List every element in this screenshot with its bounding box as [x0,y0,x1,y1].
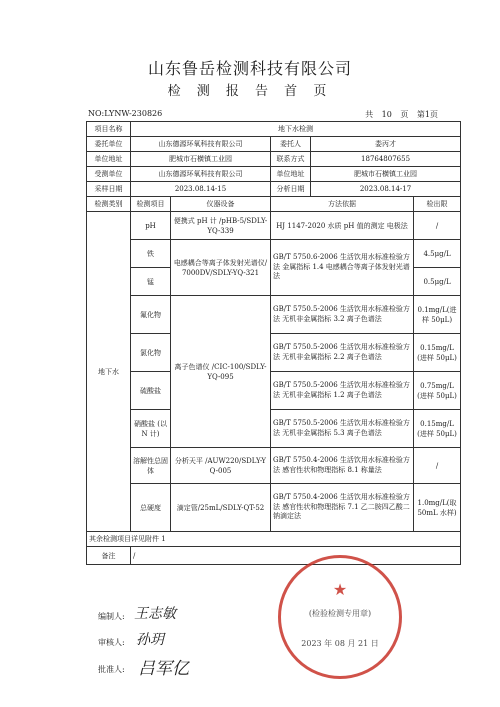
instrument-cell: 滴定管/25mL/SDLY-QT-52 [171,484,271,532]
address-label: 单位地址 [87,152,131,167]
method-cell: GB/T 5750.6-2006 生活饮用水标准检验方法 金属指标 1.4 电感耦合等离子体发射光谱法 [271,240,414,296]
seal-caption: (检验检测专用章) [308,609,372,618]
approver-label: 批准人: [98,665,125,674]
table-row [87,448,461,484]
category-cell: 地下水 [87,212,131,532]
reviewer-line [98,637,136,648]
instrument-cell: 电感耦合等离子体发射光谱仪/7000DV/SDLY-YQ-321 [171,240,271,296]
reviewer-signature: 孙玥 [136,632,164,648]
address-value: 肥城市石横镇工业园 [131,152,271,167]
project-name-value: 地下水检测 [131,122,461,137]
client-label: 委托单位 [87,137,131,152]
table-row [87,372,461,410]
table-row [87,212,461,240]
sampling-date-value: 2023.08.14-15 [131,182,271,197]
project-name-label: 项目名称 [87,122,131,137]
contact-label: 联系方式 [271,152,311,167]
item-cell: 总硬度 [131,484,171,532]
col-item: 检测项目 [131,197,171,212]
method-cell: GB/T 5750.5-2006 生活饮用水标准检验方法 无机非金属指标 2.2 离子色谱法 [271,334,414,372]
instrument-cell: 分析天平 /AUW220/SDLY-YQ-005 [171,448,271,484]
limit-cell: 0.15mg/L(进样 50μL) [414,334,461,372]
instrument-cell: 离子色谱仪 /CIC-100/SDLY-YQ-095 [171,296,271,448]
page-info: 共 10 页 第1页 [365,110,438,119]
table-row [87,240,461,268]
limit-cell: 0.15mg/L(进样 50μL) [414,410,461,448]
item-cell: pH [131,212,171,240]
limit-cell: 1.0mg/L(取 50mL 水样) [414,484,461,532]
issue-date: 2023 年 08 月 21 日 [301,639,379,648]
approver-line [98,664,136,675]
editor-line [98,611,136,622]
approver-signature: 吕军亿 [138,659,189,679]
star-icon: ★ [332,580,348,599]
table-row [87,334,461,372]
col-method: 方法依据 [271,197,414,212]
instrument-cell: 便携式 pH 计 /pHB-5/SDLY-YQ-339 [171,212,271,240]
footer-note: 其余检测项目详见附件 1 [87,532,461,547]
table-row [87,484,461,532]
editor-label: 编制人: [98,612,125,621]
item-cell: 氯化物 [131,334,171,372]
official-seal [278,555,402,679]
report-title: 检 测 报 告 首 页 [167,84,333,99]
item-cell: 铁 [131,240,171,268]
item-cell: 锰 [131,268,171,296]
inspected-address-label: 单位地址 [271,167,311,182]
item-cell: 氟化物 [131,296,171,334]
remark-label: 备注 [87,547,131,565]
analysis-date-value: 2023.08.14-17 [311,182,461,197]
col-limit: 检出限 [414,197,461,212]
limit-cell: 4.5μg/L [414,240,461,268]
client-value: 山东德源环氧科技有限公司 [131,137,271,152]
report-table [86,121,461,565]
limit-cell: 0.75mg/L(进样 50μL) [414,372,461,410]
editor-signature: 王志敏 [134,606,176,622]
agent-label: 委托人 [271,137,311,152]
method-cell: GB/T 5750.5-2006 生活饮用水标准检验方法 无机非金属指标 5.3 离子色谱法 [271,410,414,448]
method-cell: GB/T 5750.5-2006 生活饮用水标准检验方法 无机非金属指标 3.2 离子色谱法 [271,296,414,334]
agent-value: 娄丙才 [311,137,461,152]
limit-cell: 0.1mg/L(进样 50μL) [414,296,461,334]
inspected-label: 受测单位 [87,167,131,182]
reviewer-label: 审核人: [98,638,125,647]
item-cell: 溶解性总固体 [131,448,171,484]
limit-cell: / [414,448,461,484]
col-instrument: 仪器设备 [171,197,271,212]
analysis-date-label: 分析日期 [271,182,311,197]
item-cell: 硫酸盐 [131,372,171,410]
sampling-date-label: 采样日期 [87,182,131,197]
contact-value: 18764807655 [311,152,461,167]
method-cell: GB/T 5750.4-2006 生活饮用水标准检验方法 感官性状和物理指标 7.1 乙二胺四乙酸二钠滴定法 [271,484,414,532]
remark-value: / [131,547,461,565]
report-number: NO:LYNW-230826 [88,109,163,118]
method-cell: GB/T 5750.5-2006 生活饮用水标准检验方法 无机非金属指标 1.2 离子色谱法 [271,372,414,410]
item-cell: 硝酸盐 (以 N 计) [131,410,171,448]
limit-cell: / [414,212,461,240]
inspected-value: 山东德源环氧科技有限公司 [131,167,271,182]
method-cell: HJ 1147-2020 水质 pH 值的测定 电极法 [271,212,414,240]
method-cell: GB/T 5750.4-2006 生活饮用水标准检验方法 感官性状和物理指标 8.1 称量法 [271,448,414,484]
limit-cell: 0.5μg/L [414,268,461,296]
table-row [87,410,461,448]
col-category: 检测类别 [87,197,131,212]
company-name: 山东鲁岳检测科技有限公司 [147,59,352,78]
table-row [87,296,461,334]
inspected-address-value: 肥城市石横镇工业园 [311,167,461,182]
